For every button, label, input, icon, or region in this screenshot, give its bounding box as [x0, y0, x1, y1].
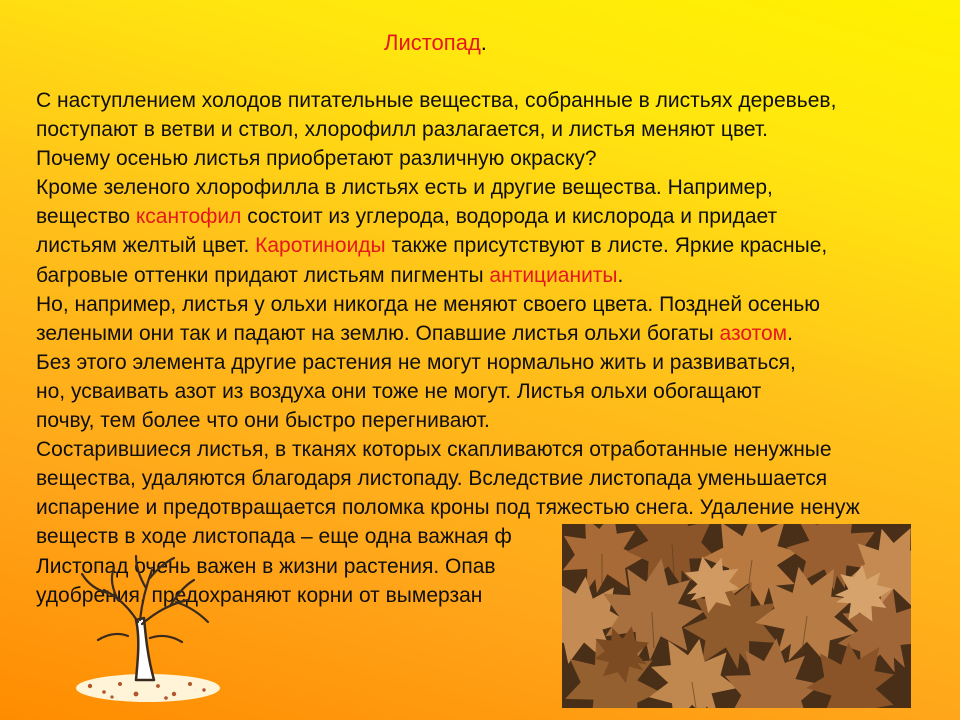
body-line	[36, 202, 960, 231]
body-line	[36, 464, 960, 493]
body-line	[36, 115, 960, 144]
body-text-segment: .	[617, 263, 624, 287]
body-line	[36, 377, 960, 406]
body-line	[36, 86, 960, 115]
slide-title-text: Листопад	[384, 30, 481, 55]
body-text-segment: вещества, удаляются благодаря листопаду. Вследствие листопада уменьшается	[36, 467, 828, 491]
body-text-segment: Листопад очень важен в жизни растения. Опав	[36, 554, 496, 578]
body-text-segment: Почему осенью листья приобретают различную окраску?	[36, 147, 597, 171]
body-line	[36, 435, 960, 464]
body-text-segment: багровые оттенки придают листьям пигменты	[36, 263, 490, 287]
body-line	[36, 493, 960, 522]
body-text-segment: .	[787, 321, 793, 345]
slide-title	[384, 30, 487, 56]
body-line	[36, 319, 960, 348]
body-line	[36, 144, 960, 173]
body-line	[36, 406, 960, 435]
body-line	[36, 261, 960, 290]
body-text-segment: испарение и предотвращается поломка кроны под тяжестью снега. Удаление ненуж	[36, 496, 860, 520]
body-text-segment: веществ в ходе листопада – еще одна важная ф	[36, 525, 512, 549]
highlighted-term: ксантофил	[135, 205, 242, 229]
body-text-segment: Кроме зеленого хлорофилла в листьях есть и другие вещества. Например,	[36, 176, 773, 200]
body-text-segment: удобрения, предохраняют корни от вымерзан	[36, 583, 483, 607]
body-text-segment: состоит из углерода, водорода и кислорода и придает	[241, 205, 778, 229]
body-text-segment: вещество	[36, 205, 136, 229]
bare-tree-clipart	[70, 548, 220, 708]
slide-title-period: .	[480, 30, 487, 55]
body-line	[36, 290, 960, 319]
highlighted-term: Каротиноиды	[255, 234, 386, 258]
body-line	[36, 231, 960, 260]
body-text-segment: листьям желтый цвет.	[36, 234, 256, 258]
body-text-segment: Но, например, листья у ольхи никогда не меняют своего цвета. Поздней осенью	[36, 292, 821, 316]
body-line	[36, 173, 960, 202]
autumn-leaves-photo	[562, 524, 911, 708]
body-text-segment: но, усваивать азот из воздуха они тоже не могут. Листья ольхи обогащают	[36, 379, 762, 403]
body-text-segment: зелеными они так и падают на землю. Опавшие листья ольхи богаты	[36, 321, 720, 345]
body-text-segment: поступают в ветви и ствол, хлорофилл разлагается, и листья меняют цвет.	[36, 118, 768, 142]
body-text-segment: также присутствуют в листе. Яркие красные,	[385, 234, 828, 258]
body-text-segment: Состарившиеся листья, в тканях которых скапливаются отработанные ненужные	[36, 438, 832, 462]
highlighted-term: антицианиты	[489, 263, 618, 287]
highlighted-term: азотом	[719, 321, 788, 345]
body-text-segment: Без этого элемента другие растения не могут нормально жить и развиваться,	[36, 350, 796, 374]
body-text-segment: С наступлением холодов питательные вещества, собранные в листьях деревьев,	[36, 89, 837, 112]
body-line	[36, 348, 960, 377]
body-text-segment: почву, тем более что они быстро перегнивают.	[36, 409, 490, 433]
